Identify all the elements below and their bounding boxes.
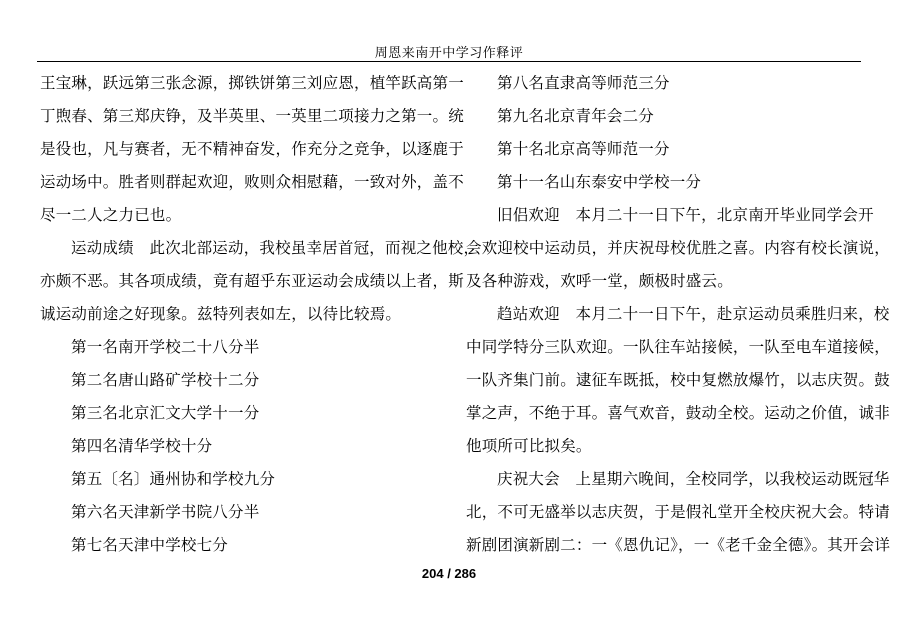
header-rule xyxy=(37,61,861,62)
page-number: 204 / 286 xyxy=(421,566,477,581)
text-line: 趋站欢迎 本月二十一日下午，赴京运动员乘胜归来，校 xyxy=(497,305,890,323)
text-line: 运动成绩 此次北部运动，我校虽幸居首冠，而视之他校， xyxy=(71,239,480,257)
text-line: 第三名北京汇文大学十一分 xyxy=(71,404,260,422)
right-text-column xyxy=(466,67,891,562)
text-line: 第四名清华学校十分 xyxy=(71,437,213,455)
text-line: 第六名天津新学书院八分半 xyxy=(71,503,260,521)
text-line: 是役也，凡与赛者，无不精神奋发，作充分之竞争，以逐鹿于 xyxy=(40,140,464,158)
text-line: 丁煦春、第三郑庆铮，及半英里、一英里二项接力之第一。统 xyxy=(40,107,464,125)
text-line: 第八名直隶高等师范三分 xyxy=(497,74,670,92)
text-line: 第一名南开学校二十八分半 xyxy=(71,338,260,356)
text-line: 庆祝大会 上星期六晚间，全校同学，以我校运动既冠华 xyxy=(497,470,890,488)
text-line: 第七名天津中学校七分 xyxy=(71,536,229,554)
text-line: 第九名北京青年会二分 xyxy=(497,107,655,125)
text-line: 北，不可无盛举以志庆贺，于是假礼堂开全校庆祝大会。特请 xyxy=(466,503,890,521)
text-line: 王宝琳，跃远第三张念源，掷铁饼第三刘应恩，植竿跃高第一 xyxy=(40,74,464,92)
text-line: 亦颇不恶。其各项成绩，竟有超乎东亚运动会成绩以上者，斯 xyxy=(40,272,464,290)
text-line: 中同学特分三队欢迎。一队往车站接候，一队至电车道接候， xyxy=(466,338,890,356)
text-line: 第五〔名〕通州协和学校九分 xyxy=(71,470,276,488)
text-line: 他项所可比拟矣。 xyxy=(466,437,592,455)
text-line: 第二名唐山路矿学校十二分 xyxy=(71,371,260,389)
text-line: 会欢迎校中运动员，并庆祝母校优胜之喜。内容有校长演说， xyxy=(466,239,890,257)
text-line: 一队齐集门前。逮征车既抵，校中复燃放爆竹，以志庆贺。鼓 xyxy=(466,371,890,389)
text-line: 尽一二人之力已也。 xyxy=(40,206,182,224)
text-line: 第十一名山东泰安中学校一分 xyxy=(497,173,702,191)
text-line: 第十名北京高等师范一分 xyxy=(497,140,670,158)
text-line: 运动场中。胜者则群起欢迎，败则众相慰藉，一致对外，盖不 xyxy=(40,173,464,191)
text-line: 新剧团演新剧二：一《恩仇记》，一《老千金全德》。其开会详 xyxy=(466,536,891,554)
page-header-title: 周恩来南开中学习作释评 xyxy=(374,46,524,61)
text-line: 及各种游戏，欢呼一堂，颇极时盛云。 xyxy=(466,272,733,290)
left-text-column xyxy=(40,67,480,562)
text-line: 旧侣欢迎 本月二十一日下午，北京南开毕业同学会开 xyxy=(497,206,874,224)
text-line: 掌之声，不绝于耳。喜气欢音，鼓动全校。运动之价值，诚非 xyxy=(466,404,890,422)
text-line: 诚运动前途之好现象。兹特列表如左，以待比较焉。 xyxy=(40,305,402,323)
